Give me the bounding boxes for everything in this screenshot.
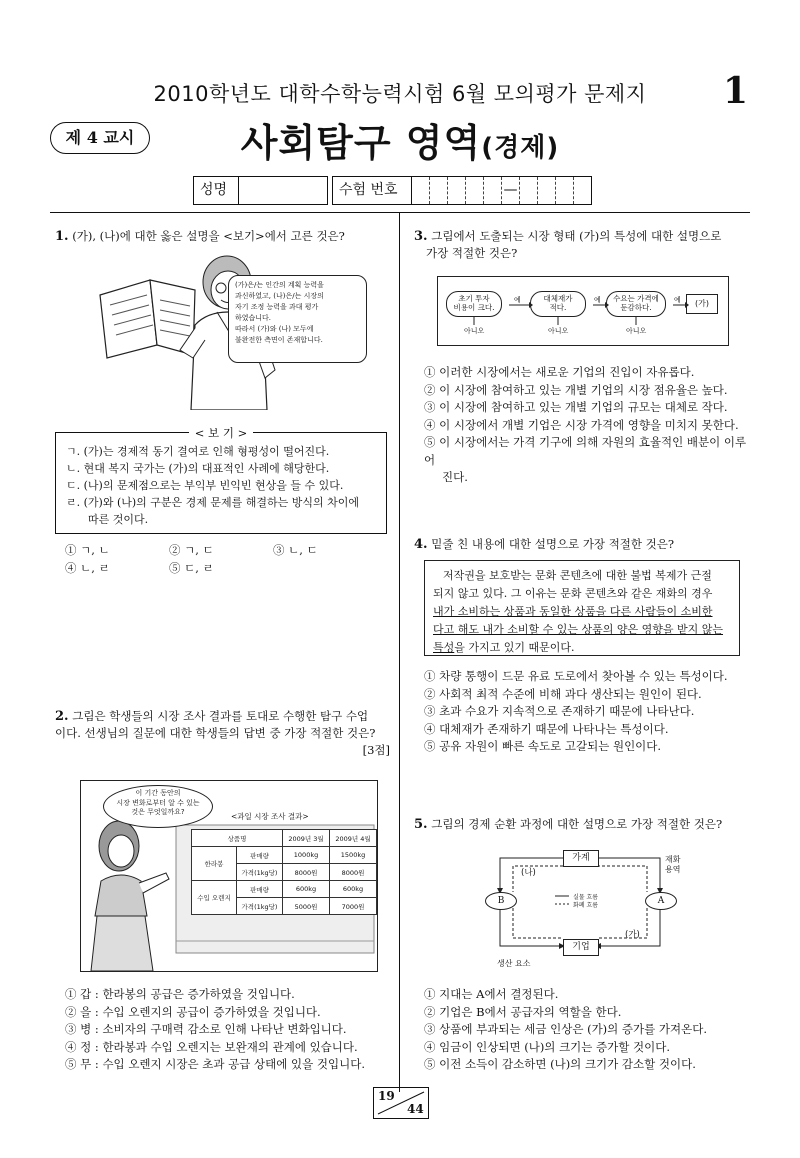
passage-tail: 을 가지고 있기 때문이다. (454, 641, 575, 654)
exam-number-digit[interactable] (574, 177, 591, 204)
table-cell: 가격(1kg당) (237, 864, 283, 881)
table-cell: 600kg (330, 881, 377, 898)
exam-number-digit[interactable] (466, 177, 484, 204)
question-4 (414, 536, 750, 553)
speech-line: 하였습니다. (235, 314, 272, 322)
table-row (192, 847, 377, 864)
name-value[interactable] (239, 177, 327, 204)
choice[interactable]: ④ ㄴ, ㄹ (65, 561, 110, 575)
market-table (191, 829, 377, 915)
bogi-item: ㄹ. (가)와 (나)의 구분은 경제 문제를 해결하는 방식의 차이에 (66, 496, 360, 509)
exam-number-digit[interactable] (448, 177, 466, 204)
question-text: 그림은 학생들의 시장 조사 결과를 토대로 수행한 탐구 수업 (72, 709, 369, 723)
choice[interactable]: ④ 대체재가 존재하기 때문에 나타나는 특성이다. (424, 721, 669, 736)
bogi-item: ㄴ. 현대 복지 국가는 (가)의 대표적인 사례에 해당한다. (66, 462, 330, 475)
table-cell: 판매량 (237, 847, 283, 864)
choice[interactable]: ② 이 시장에 참여하고 있는 개별 기업의 시장 점유율은 높다. (424, 382, 728, 397)
choice[interactable]: ③ 상품에 부과되는 세금 인상은 (가)의 증가를 가져온다. (424, 1022, 708, 1036)
table-cell: 8000원 (283, 864, 330, 881)
bubble-line: 이 기간 동안의 (135, 789, 181, 797)
exam-title: 2010학년도 대학수학능력시험 6월 모의평가 문제지 (153, 82, 647, 106)
teacher-figure (91, 821, 169, 971)
name-label: 성명 (194, 177, 239, 204)
exam-number-digit[interactable] (430, 177, 448, 204)
flow-text: 비용이 크다. (453, 303, 495, 312)
flow-text: 초기 투자 (458, 294, 490, 303)
period-badge: 제 4 교시 (50, 122, 150, 154)
choice[interactable]: ② ㄱ, ㄷ (169, 543, 214, 557)
table-header: 2009년 3월 (283, 830, 330, 847)
choice[interactable]: ③ 병 : 소비자의 구매력 감소로 인해 나타난 변화입니다. (65, 1022, 347, 1036)
book-icon (100, 280, 195, 358)
flow-text: 수요는 가격에 (613, 294, 659, 303)
speech-line: 자기 조정 능력을 과대 평가 (235, 303, 319, 311)
legend-money: 화폐 흐름 (573, 902, 599, 909)
passage-underlined: 다고 해도 내가 소비할 수 있는 상품의 양은 영향을 받지 않는 (433, 623, 723, 636)
table-cell: 수입 오렌지 (192, 881, 237, 915)
choice[interactable]: ② 을 : 수입 오렌지의 공급이 증가하였을 것입니다. (65, 1004, 321, 1019)
table-cell: 5000원 (283, 898, 330, 915)
choice[interactable]: ⑤ ㄷ, ㄹ (169, 561, 214, 575)
flow-text: 둔감하다. (620, 303, 652, 312)
choice-continued: 진다. (442, 470, 468, 484)
choice[interactable]: ① 이러한 시장에서는 새로운 기업의 진입이 자유롭다. (424, 365, 695, 379)
exam-number-digit[interactable] (484, 177, 502, 204)
market-b: B (485, 892, 517, 910)
label-na: (나) (521, 868, 536, 878)
choice[interactable]: ① ㄱ, ㄴ (65, 543, 110, 557)
exam-number-digit[interactable] (412, 177, 430, 204)
question-number: 1. (55, 229, 69, 244)
speech-line: 따라서 (가)와 (나) 모두에 (235, 325, 314, 333)
choice[interactable]: ⑤ 무 : 수입 오렌지 시장은 초과 공급 상태에 있을 것입니다. (65, 1057, 365, 1071)
flow-no: 아니오 (626, 327, 647, 335)
bogi-item: 따른 것이다. (88, 513, 149, 526)
table-cell: 8000원 (330, 864, 377, 881)
question-text: 가장 적절한 것은? (426, 246, 518, 260)
passage-underlined: 내가 소비하는 상품과 동일한 상품을 다른 사람들이 소비한 (433, 605, 713, 618)
label-factors: 생산 요소 (497, 959, 531, 968)
question-number: 2. (55, 709, 69, 724)
table-cell: 1000kg (283, 847, 330, 864)
household-box: 가계 (563, 850, 599, 867)
table-header: 상품명 (192, 830, 283, 847)
exam-number-digit[interactable] (556, 177, 574, 204)
table-cell: 600kg (283, 881, 330, 898)
flow-text: 적다. (549, 303, 567, 312)
table-cell: 가격(1kg당) (237, 898, 283, 915)
flow-no: 아니오 (548, 327, 569, 335)
speech-line: 과신하였고, (나)은/는 시장의 (235, 292, 324, 300)
subject-title (0, 112, 800, 167)
choice[interactable]: ① 지대는 A에서 결정된다. (424, 987, 559, 1001)
speech-line: (가)은/는 인간의 계획 능력을 (235, 281, 324, 289)
circulation-diagram (485, 846, 725, 976)
passage-line: 되지 않고 있다. 그 이유는 문화 콘텐츠와 같은 재화의 경우 (433, 587, 713, 600)
q3-choices (424, 364, 754, 487)
total-pages: 44 (407, 1102, 424, 1116)
flowchart (437, 276, 729, 346)
bogi-title: < 보 기 > (189, 426, 253, 440)
choice[interactable]: ⑤ 이 시장에서는 가격 기구에 의해 자원의 효율적인 배분이 이루어 (424, 435, 747, 467)
table-cell: 1500kg (330, 847, 377, 864)
flow-yes: 예 (514, 296, 521, 304)
q4-choices (424, 668, 754, 756)
firm-box: 기업 (563, 939, 599, 956)
passage-underlined: 특성 (433, 641, 455, 654)
choice[interactable]: ② 사회적 최적 수준에 비해 과다 생산되는 원인이 된다. (424, 686, 702, 701)
passage-box (424, 560, 740, 656)
q2-illustration (80, 780, 378, 972)
choice[interactable]: ① 갑 : 한라봉의 공급은 증가하였을 것입니다. (65, 987, 295, 1001)
bogi-item: ㄷ. (나)의 문제점으로는 부익부 빈익빈 현상을 들 수 있다. (66, 479, 344, 492)
choice[interactable]: ④ 정 : 한라봉과 수입 오렌지는 보완재의 관계에 있습니다. (65, 1039, 358, 1054)
table-cell: 한라봉 (192, 847, 237, 881)
question-number: 3. (414, 229, 428, 244)
page-counter (373, 1087, 429, 1119)
bogi-item: ㄱ. (가)는 경제적 동기 결여로 인해 형평성이 떨어진다. (66, 445, 330, 458)
table-header: 2009년 4월 (330, 830, 377, 847)
exam-number-label: 수험 번호 (333, 177, 412, 204)
table-title: <과일 시장 조사 결과> (231, 812, 309, 821)
question-text: 그림의 경제 순환 과정에 대한 설명으로 가장 적절한 것은? (431, 817, 723, 831)
flow-result: (가) (686, 294, 718, 314)
question-text: 밑줄 친 내용에 대한 설명으로 가장 적절한 것은? (431, 537, 675, 551)
q1-choices (65, 541, 385, 577)
flow-yes: 예 (594, 296, 601, 304)
question-text: 그림에서 도출되는 시장 형태 (가)의 특성에 대한 설명으로 (431, 229, 722, 243)
q2-choices (65, 986, 395, 1074)
table-row (192, 830, 377, 847)
choice[interactable]: ④ 임금이 인상되면 (나)의 크기는 증가할 것이다. (424, 1039, 671, 1054)
bogi-box (55, 426, 387, 534)
flow-yes: 예 (674, 296, 681, 304)
flow-text: 대체재가 (543, 294, 573, 303)
choice[interactable]: ③ ㄴ, ㄷ (273, 543, 318, 557)
question-text: 이다. 선생님의 질문에 대한 학생들의 답변 중 가장 적절한 것은? (55, 726, 376, 740)
flow-no: 아니오 (464, 327, 485, 335)
question-text: (가), (나)에 대한 옳은 설명을 <보기>에서 고른 것은? (72, 229, 345, 243)
current-page: 19 (378, 1089, 395, 1103)
label-ga: (가) (625, 930, 640, 940)
subject-main: 사회탐구 영역 (240, 121, 482, 165)
choice[interactable]: ③ 이 시장에 참여하고 있는 개별 기업의 규모는 대체로 작다. (424, 400, 728, 414)
page-number: 1 (722, 70, 748, 112)
exam-number-field[interactable] (332, 176, 592, 205)
name-field[interactable] (193, 176, 328, 205)
table-cell: 7000원 (330, 898, 377, 915)
choice[interactable]: ⑤ 이전 소득이 감소하면 (나)의 크기가 감소할 것이다. (424, 1057, 696, 1071)
market-a: A (645, 892, 677, 910)
choice[interactable]: ⑤ 공유 자원이 빠른 속도로 고갈되는 원인이다. (424, 739, 662, 753)
choice[interactable]: ④ 이 시장에서 개별 기업은 시장 가격에 영향을 미치지 못한다. (424, 417, 739, 432)
column-divider (399, 212, 400, 1092)
bubble-line: 시장 변화로부터 알 수 있는 (116, 798, 200, 807)
label-services: 용역 (665, 865, 681, 874)
question-5 (414, 816, 750, 833)
choice[interactable]: ② 기업은 B에서 공급자의 역할을 한다. (424, 1004, 622, 1019)
legend-real: 실물 흐름 (573, 894, 599, 901)
speech-line: 불완전한 측면이 존재합니다. (235, 336, 323, 344)
question-2 (55, 708, 390, 759)
label-goods: 재화 (665, 855, 681, 864)
points-label: [3점] (362, 743, 390, 757)
table-row (192, 881, 377, 898)
bubble-line: 것은 무엇일까요? (131, 808, 185, 816)
choice[interactable]: ③ 초과 수요가 지속적으로 존재하기 때문에 나타난다. (424, 704, 695, 718)
choice[interactable]: ① 차량 통행이 드문 유료 도로에서 찾아볼 수 있는 특성이다. (424, 669, 728, 683)
passage-line: 저작권을 보호받는 문화 콘텐츠에 대한 불법 복제가 근절 (443, 569, 712, 582)
speech-bubble (228, 275, 367, 363)
question-3 (414, 228, 750, 262)
table-cell: 판매량 (237, 881, 283, 898)
exam-number-digit[interactable] (538, 177, 556, 204)
question-number: 5. (414, 817, 428, 832)
exam-number-dash: — (502, 177, 520, 204)
exam-number-digit[interactable] (520, 177, 538, 204)
header-divider (50, 212, 750, 213)
subject-sub: (경제) (481, 133, 560, 163)
question-number: 4. (414, 537, 428, 552)
question-bubble (103, 785, 213, 828)
q5-choices (424, 986, 754, 1074)
question-1 (55, 228, 390, 245)
